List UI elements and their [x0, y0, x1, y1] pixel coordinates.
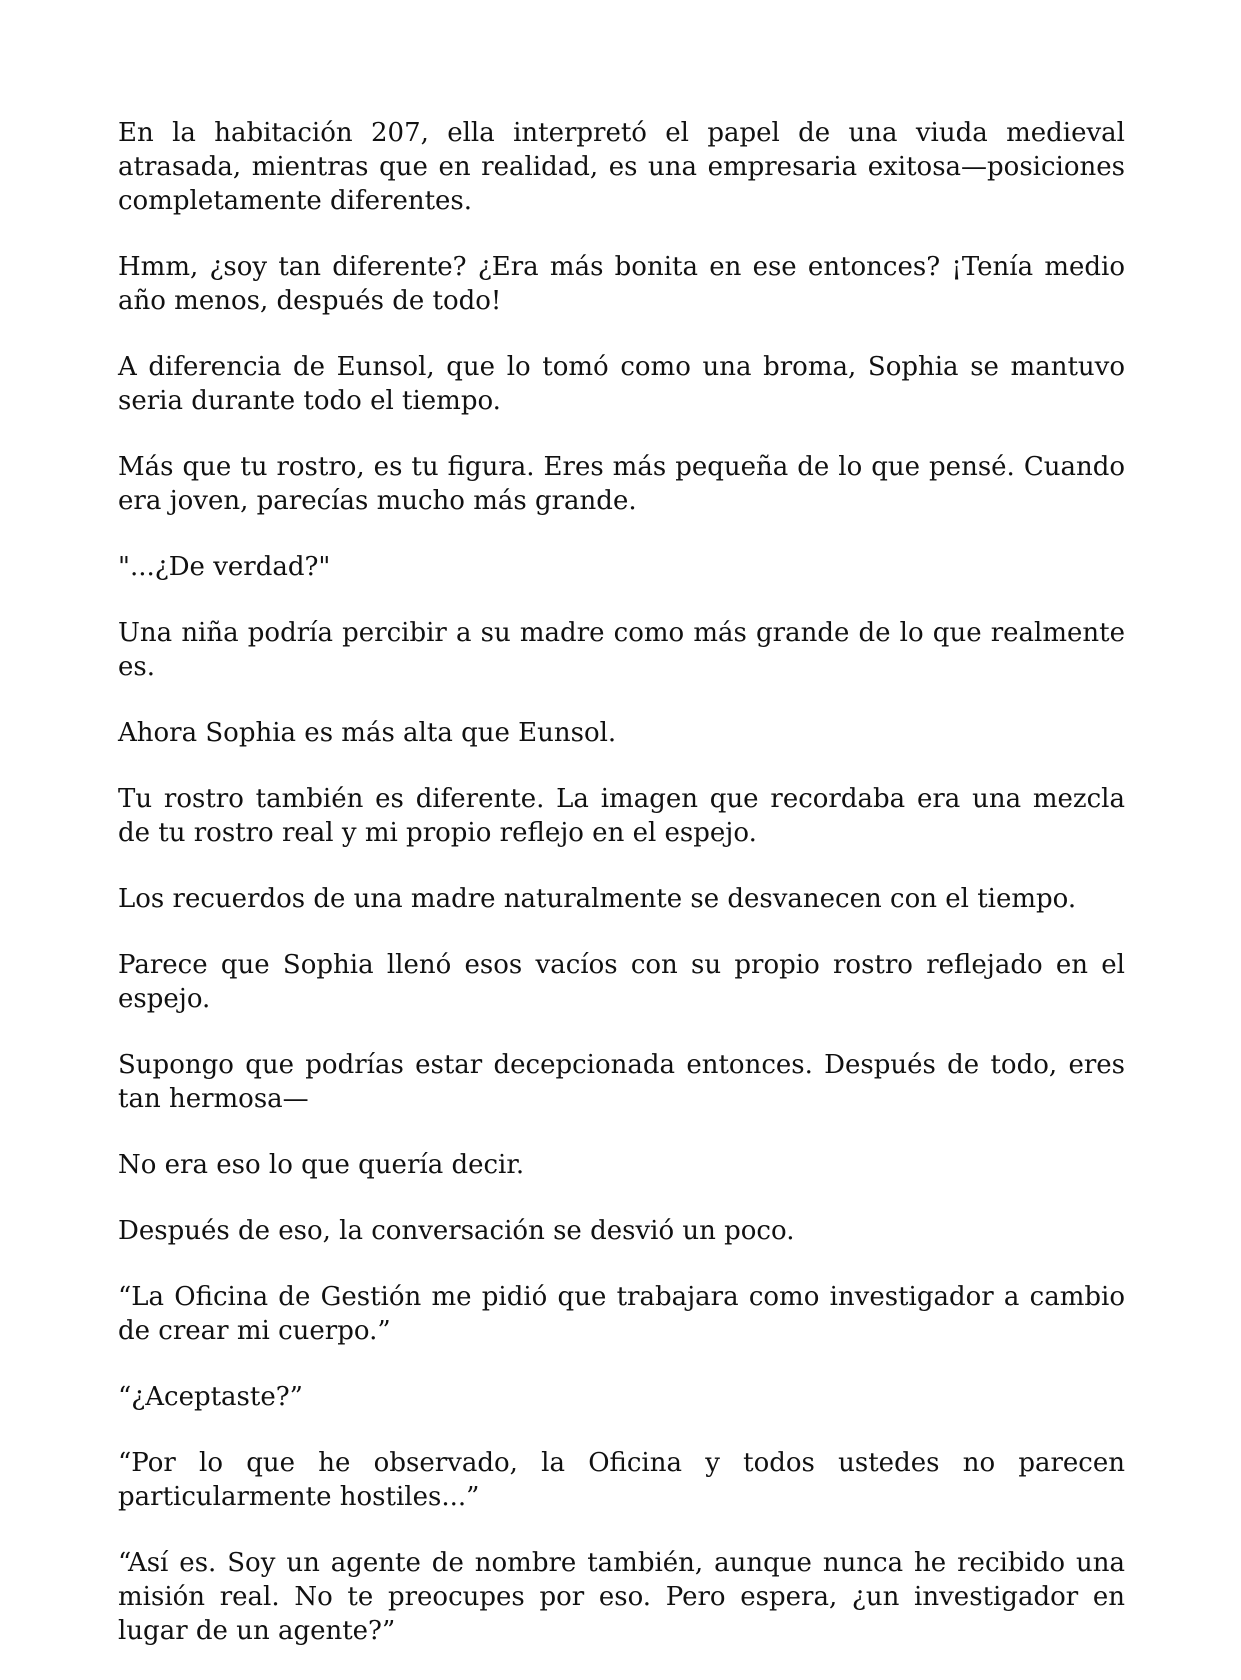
document-body: [118, 116, 1125, 1680]
paragraph: Parece que Sophia llenó esos vacíos con su propio rostro reflejado en el espejo.: [118, 950, 1125, 1014]
paragraph: En la habitación 207, ella interpretó el papel de una viuda medieval atrasada, mientras que en realidad, es una empresaria exitosa—posiciones completamente diferentes.: [118, 118, 1125, 216]
paragraph: Los recuerdos de una madre naturalmente se desvanecen con el tiempo.: [118, 884, 1077, 914]
paragraph: Supongo que podrías estar decepcionada entonces. Después de todo, eres tan hermosa—: [118, 1050, 1125, 1114]
paragraph: "...¿De verdad?": [118, 552, 331, 582]
paragraph: Una niña podría percibir a su madre como más grande de lo que realmente es.: [118, 618, 1125, 682]
paragraph: Ahora Sophia es más alta que Eunsol.: [118, 718, 617, 748]
paragraph: Hmm, ¿soy tan diferente? ¿Era más bonita en ese entonces? ¡Tenía medio año menos, después de todo!: [118, 252, 1125, 316]
paragraph: Tu rostro también es diferente. La imagen que recordaba era una mezcla de tu rostro real y mi propio reflejo en el espejo.: [118, 784, 1125, 848]
paragraph: Más que tu rostro, es tu figura. Eres más pequeña de lo que pensé. Cuando era joven, parecías mucho más grande.: [118, 452, 1125, 516]
paragraph: “Así es. Soy un agente de nombre también, aunque nunca he recibido una misión real. No te preocupes por eso. Pero espera, ¿un investigador en lugar de un agente?”: [118, 1548, 1125, 1646]
paragraph: “La Oficina de Gestión me pidió que trabajara como investigador a cambio de crear mi cuerpo.”: [118, 1282, 1125, 1346]
paragraph: “Por lo que he observado, la Oficina y todos ustedes no parecen particularmente hostiles...”: [118, 1448, 1125, 1512]
paragraph: No era eso lo que quería decir.: [118, 1150, 525, 1180]
paragraph: “¿Aceptaste?”: [118, 1382, 303, 1412]
paragraph: A diferencia de Eunsol, que lo tomó como una broma, Sophia se mantuvo seria durante todo el tiempo.: [118, 352, 1125, 416]
paragraph: Después de eso, la conversación se desvió un poco.: [118, 1216, 795, 1246]
